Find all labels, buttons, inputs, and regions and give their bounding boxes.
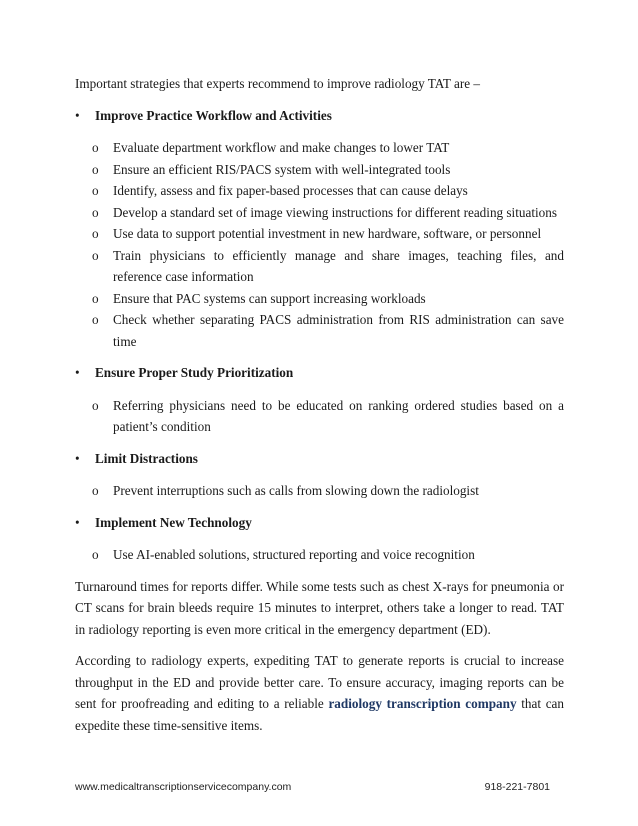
section-heading [75, 362, 564, 384]
section-title: Limit Distractions [95, 450, 198, 466]
list-item [75, 395, 564, 438]
list-item-text: Use AI-enabled solutions, structured reporting and voice recognition [113, 547, 475, 562]
list-item [75, 288, 564, 310]
section-title: Ensure Proper Study Prioritization [95, 365, 294, 380]
intro-text: Important strategies that experts recommend to improve radiology TAT are – [75, 76, 480, 91]
section-heading [75, 448, 564, 470]
paragraph-expediting-after: that can expedite these time-sensitive items. [75, 696, 565, 733]
list-item [75, 544, 564, 566]
list-item-text: Develop a standard set of image viewing instructions for different reading situations [113, 204, 557, 220]
circle-bullet-icon: o [92, 483, 99, 498]
sub-item-list [75, 137, 564, 352]
sub-item-list [75, 395, 564, 438]
strategy-sections [75, 105, 564, 566]
page-footer [75, 781, 550, 793]
bullet-icon: • [75, 365, 80, 380]
list-item [75, 137, 564, 159]
section-title: Improve Practice Workflow and Activities [95, 107, 332, 123]
list-item-text: Ensure that PAC systems can support increasing workloads [113, 290, 426, 306]
paragraph-expediting [75, 650, 564, 736]
list-item [75, 245, 564, 288]
sub-item-list [75, 544, 564, 566]
list-item [75, 480, 564, 502]
circle-bullet-icon: o [92, 183, 99, 198]
bullet-icon: • [75, 107, 80, 123]
strategy-section [75, 362, 564, 438]
section-title: Implement New Technology [95, 514, 252, 530]
paragraph-turnaround: Turnaround times for reports differ. While some tests such as chest X-rays for pneumonia or CT scans for brain bleeds require 15 minutes to interpret, others take a longer to read. TAT in radiology reporting is even more critical in the emergency department (ED). [75, 578, 564, 637]
list-item-text: Train physicians to efficiently manage and share images, teaching files, and reference case information [113, 247, 564, 284]
list-item-text: Ensure an efficient RIS/PACS system with well-integrated tools [113, 161, 451, 177]
circle-bullet-icon: o [92, 204, 99, 220]
footer-website[interactable]: www.medicaltranscriptionservicecompany.com [75, 781, 292, 793]
paragraph-expediting-before: According to radiology experts, expediting TAT to generate reports is crucial to increase throughput in the ED and provide better care. To ensure accuracy, imaging reports can be sent for proofreading and editing to a reliable [75, 653, 564, 711]
circle-bullet-icon: o [92, 226, 99, 241]
bullet-icon: • [75, 514, 80, 530]
list-item [75, 309, 564, 352]
list-item [75, 180, 564, 202]
radiology-transcription-link[interactable]: radiology transcription company [328, 696, 517, 711]
list-item-text: Check whether separating PACS administration from RIS administration can save time [113, 312, 564, 349]
list-item-text: Evaluate department workflow and make changes to lower TAT [113, 140, 450, 155]
list-item-text: Identify, assess and fix paper-based processes that can cause delays [113, 183, 468, 198]
circle-bullet-icon: o [92, 161, 99, 177]
strategy-section [75, 448, 564, 502]
list-item-text: Prevent interruptions such as calls from slowing down the radiologist [113, 483, 479, 498]
document-body [75, 73, 564, 746]
circle-bullet-icon: o [92, 140, 99, 155]
circle-bullet-icon: o [92, 247, 99, 263]
circle-bullet-icon: o [92, 290, 99, 306]
strategy-section [75, 105, 564, 353]
list-item [75, 159, 564, 181]
sub-item-list [75, 480, 564, 502]
section-heading [75, 512, 564, 534]
bullet-icon: • [75, 450, 80, 466]
circle-bullet-icon: o [92, 312, 99, 327]
section-heading [75, 105, 564, 127]
list-item-text: Use data to support potential investment in new hardware, software, or personnel [113, 226, 542, 241]
strategy-section [75, 512, 564, 566]
list-item-text: Referring physicians need to be educated on ranking ordered studies based on a patient’s condition [113, 397, 564, 434]
list-item [75, 202, 564, 224]
list-item [75, 223, 564, 245]
circle-bullet-icon: o [92, 547, 99, 562]
footer-phone: 918-221-7801 [484, 781, 550, 793]
circle-bullet-icon: o [92, 397, 99, 413]
